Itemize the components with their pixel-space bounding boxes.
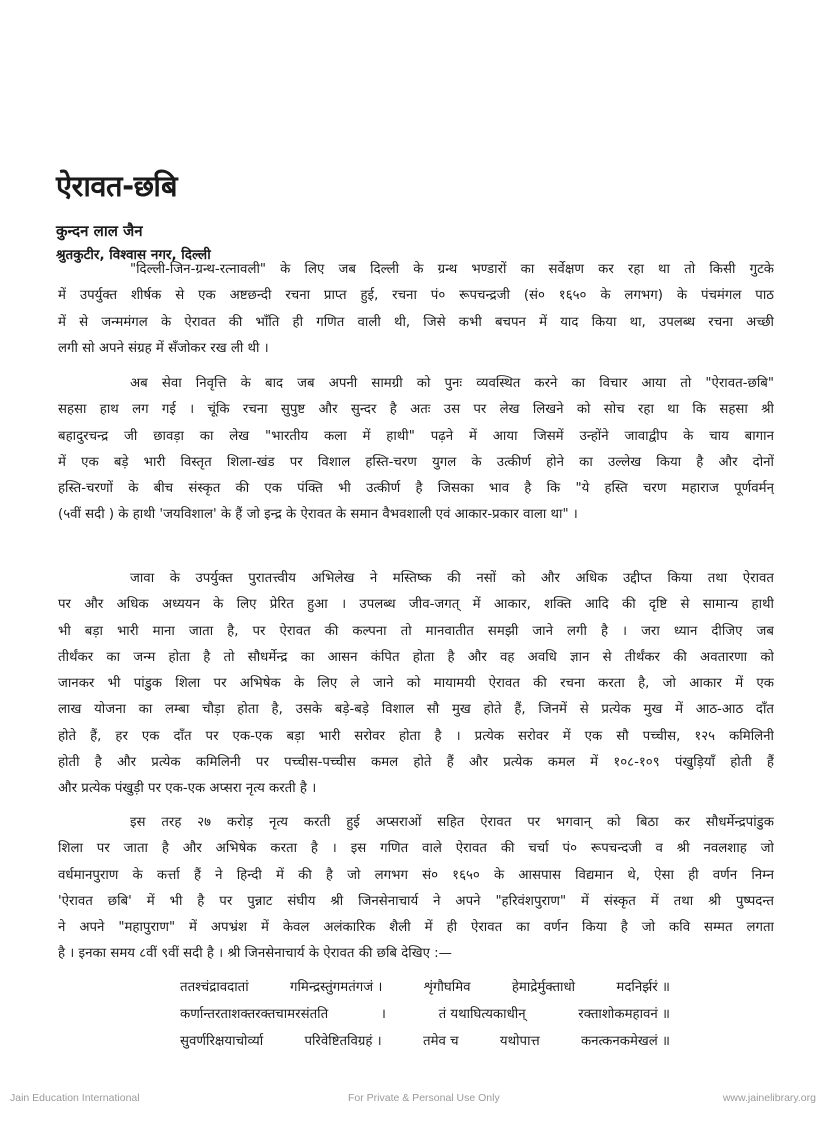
verse-segment: मदनिर्झरं ॥ (616, 980, 670, 995)
text-line: हस्ति-चरणों के बीच संस्कृत की एक पंक्ति भी उत्कीर्ण है जिसका भाव है कि "ये हस्ति चरण महाराज पूर्णवर्मन् (58, 481, 774, 497)
text-line: शिला पर जाता है और अभिषेक करता है । इस गणित वाले ऐरावत की चर्चा पं० रूपचन्दजी व श्री नवलशाह जो (58, 841, 774, 857)
text-line: वर्धमानपुराण के कर्त्ता हैं ने हिन्दी में की है जो लगभग सं० १६५० के आसपास विद्यमान थे, ऐसा ही वर्णन निम्न (58, 867, 774, 883)
footer-usage-note: For Private & Personal Use Only (348, 1092, 500, 1104)
verse-segment: हेमाद्रेर्मुक्ताधो (511, 980, 576, 995)
paragraph-4 (58, 810, 774, 968)
verse-segment: रक्ताशोकमहावनं ॥ (578, 1007, 670, 1022)
text-line: इस तरह २७ करोड़ नृत्य करती हुई अप्सराओं सहित ऐरावत पर भगवान् को बिठा कर सौधर्मेन्द्रपांडुक (130, 815, 774, 830)
verse-segment: सुवर्णरिक्षयाचोर्व्या (180, 1034, 264, 1049)
text-line: (५वीं सदी ) के हाथी 'जयविशाल' के हैं जो इन्द्र के ऐरावत के समान वैभवशाली एवं आकार-प्रकार वाला था" । (58, 507, 578, 523)
text-line: होती है और प्रत्येक कमिलिनी पर पच्चीस-पच्चीस कमल होते हैं और प्रत्येक कमल में १०८-१०९ पंखुड़ियाँ होती हैं (58, 755, 774, 771)
text-line: है । इनका समय ८वीं ९वीं सदी है । श्री जिनसेनाचार्य के ऐरावत की छबि देखिए :— (58, 946, 452, 962)
author-address: श्रुतकुटीर, विश्वास नगर, दिल्ली (56, 247, 211, 263)
verse-segment: । (380, 1007, 386, 1022)
author-name: कुन्दन लाल जैन (56, 222, 143, 240)
footer-publisher: Jain Education International (10, 1092, 140, 1104)
verse-segment: तमेव च (422, 1034, 459, 1049)
verse-segment: गमिन्द्रस्तुंगमतंगजं । (289, 980, 383, 995)
verse-segment: यथोपात्त (499, 1034, 540, 1049)
text-line: अब सेवा निवृत्ति के बाद जब अपनी सामग्री को पुनः व्यवस्थित करने का विचार आया तो "ऐरावत-छबि" (130, 376, 774, 391)
text-line: में उपर्युक्त शीर्षक से एक अष्टछन्दी रचना प्राप्त हुई, रचना पं० रूपचन्द्रजी (सं० १६५० के लगभग) के पंचमंगल पाठ (58, 288, 774, 304)
text-line: में से जन्ममंगल के ऐरावत की भाँति ही गणित वाली थी, जिसे कभी बचपन में याद किया था, उपलब्ध रचना अच्छी (58, 314, 774, 330)
verse-segment: कर्णान्तरताशक्तरक्तचामरसंतति (180, 1007, 329, 1022)
text-line: पर और अधिक अध्ययन के लिए प्रेरित हुआ । उपलब्ध जीव-जगत् में आकार, शक्ति आदि की दृष्टि से सामान्य हाथी (58, 597, 774, 613)
text-line: बहादुरचन्द्र जी छावड़ा का लेख "भारतीय कला में हाथी" पढ़ने में आया जिसमें उन्होंने जावाद्वीप के चाय बागान (58, 428, 774, 444)
verse-line (180, 974, 670, 1001)
verse-segment: परिवेष्टितविग्रहं । (304, 1034, 382, 1049)
verse-segment: ततश्चंद्रावदातां (180, 980, 249, 995)
text-line: में एक बड़े भारी विस्तृत शिला-खंड पर विशाल हस्ति-चरण युगल के उत्कीर्ण होने का उल्लेख किया है और दोनों (58, 454, 774, 470)
footer-website[interactable]: www.jainelibrary.org (722, 1092, 816, 1104)
text-line: "दिल्ली-जिन-ग्रन्थ-रत्नावली" के लिए जब दिल्ली के ग्रन्थ भण्डारों का सर्वेक्षण कर रहा था तो किसी गुटके (130, 262, 774, 277)
sanskrit-verses (180, 974, 670, 1055)
text-line: तीर्थंकर का जन्म होता है तो सौधर्मेन्द्र का आसन कंपित होता है और वह अवधि ज्ञान से तीर्थंकर की अवतारणा को (58, 649, 774, 665)
paragraph-2 (58, 371, 774, 529)
text-line: होते हैं, हर एक दाँत पर एक-एक बड़ा भारी सरोवर होता है । प्रत्येक सरोवर में एक सौ पच्चीस, १२५ कमिलिनी (58, 728, 774, 744)
verse-segment: तं यथाघित्यकाधीन् (438, 1007, 526, 1022)
paragraph-1 (58, 257, 774, 362)
text-line: सहसा हाथ लग गई । चूंकि रचना सुपुष्ट और सुन्दर है अतः उस पर लेख लिखने को सोच रहा था कि सहसा श्री (58, 402, 774, 418)
verse-line (180, 1028, 670, 1055)
text-line: लाख योजना का लम्बा चौड़ा होता है, उसके बड़े-बड़े विशाल सौ मुख होते हैं, जिनमें से प्रत्येक मुख में आठ-आठ दाँत (58, 702, 774, 718)
verse-segment: कनत्कनकमेखलं ॥ (580, 1034, 670, 1049)
text-line: जावा के उपर्युक्त पुरातत्त्वीय अभिलेख ने मस्तिष्क की नसों को और अधिक उद्दीप्त किया तथा ऐरावत (130, 571, 774, 586)
text-line: भी बड़ा भारी माना जाता है, पर ऐरावत की कल्पना तो मानवातीत समझी जाने लगी है । जरा ध्यान दीजिए जब (58, 623, 774, 639)
text-line: और प्रत्येक पंखुड़ी पर एक-एक अप्सरा नृत्य करती है । (58, 781, 317, 797)
verse-line (180, 1001, 670, 1028)
verse-segment: शृंगौघमिव (423, 980, 471, 995)
paragraph-3 (58, 566, 774, 803)
text-line: 'ऐरावत छबि' में भी है पर पुन्नाट संघीय श्री जिनसेनाचार्य ने अपने "हरिवंशपुराण" में संस्कृत में तथा श्री पुष्पदन्त (58, 893, 774, 909)
text-line: जानकर भी पांडुक शिला पर अभिषेक के लिए ले जाने को मायामयी ऐरावत की रचना करता है, जो आकार में एक (58, 676, 774, 692)
article-title: ऐरावत-छबि (56, 169, 177, 203)
text-line: लगी सो अपने संग्रह में सँजोकर रख ली थी । (58, 340, 269, 356)
text-line: ने अपने "महापुराण" में अपभ्रंश में केवल अलंकारिक शैली में ही ऐरावत का वर्णन किया है जो कवि सम्मत लगता (58, 920, 774, 936)
